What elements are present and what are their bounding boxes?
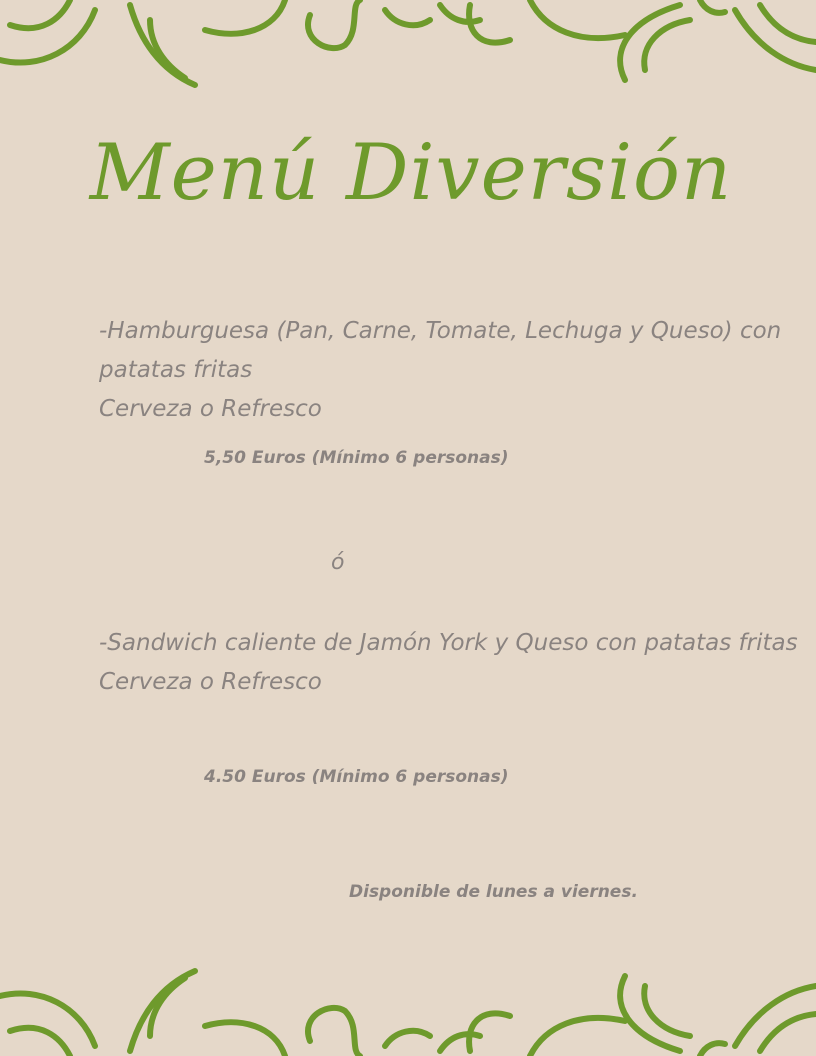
menu-1-line-2: patatas fritas [99, 357, 253, 383]
availability-note: Disponible de lunes a viernes. [349, 882, 638, 902]
menu-1-line-3: Cerveza o Refresco [99, 396, 322, 422]
menu-2-description [99, 624, 798, 702]
menu-2-line-1: -Sandwich caliente de Jamón York y Queso con patatas fritas [99, 630, 798, 656]
top-leaf-border-icon [0, 0, 816, 95]
menu-1-line-1: -Hamburguesa (Pan, Carne, Tomate, Lechuga y Queso) con [99, 318, 782, 344]
menu-1-price: 5,50 Euros (Mínimo 6 personas) [204, 448, 509, 468]
menu-separator: ó [331, 550, 345, 575]
menu-2-line-2: Cerveza o Refresco [99, 669, 322, 695]
bottom-leaf-border-icon [0, 961, 816, 1056]
menu-1-description [99, 312, 782, 429]
menu-2-price: 4.50 Euros (Mínimo 6 personas) [204, 767, 509, 787]
page-title: Menú Diversión [89, 128, 733, 218]
